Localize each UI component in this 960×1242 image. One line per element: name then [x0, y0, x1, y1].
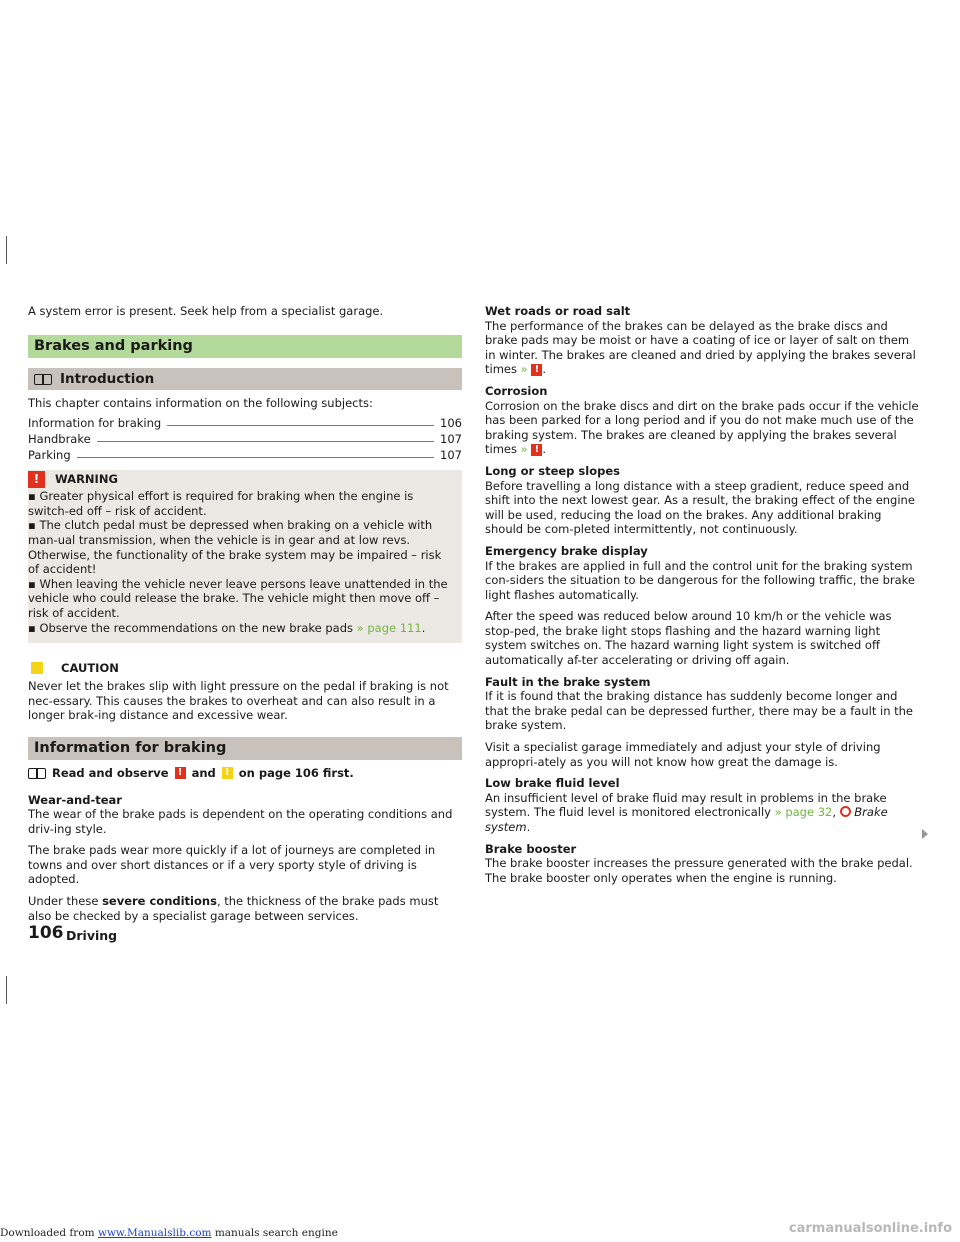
emergency-title: Emergency brake display	[485, 543, 648, 558]
text: , the thickness of the brake pads must also be checked by a specialist garage between services.	[28, 894, 439, 923]
book-icon	[34, 373, 52, 385]
toc-leader	[167, 425, 434, 426]
toc-list	[28, 414, 462, 462]
manualslib-link[interactable]: www.Manualslib.com	[97, 1227, 212, 1239]
continue-arrow-icon	[922, 829, 928, 839]
download-prefix: Downloaded from	[0, 1227, 95, 1239]
slopes-text: Before travelling a long distance with a steep gradient, reduce speed and shift into the next lowest gear. As a result, the braking effect of the engine will be used, reducing the load on the brakes. Any additional braking should be com-pleted intermittently, not continuously.	[485, 478, 915, 537]
right-column	[485, 304, 919, 892]
emergency-text: If the brakes are applied in full and the control unit for the braking system con-siders the situation to be dangerous for the following traffic, the brake light flashes automatically.	[485, 558, 915, 602]
warning-item: ▪ The clutch pedal must be depressed when braking on a vehicle with man-ual transmission, when the vehicle is in gear and at low revs. Otherwise, the functionality of the brake system may be impaired – risk of accident!	[28, 518, 442, 577]
wet-title: Wet roads or road salt	[485, 304, 631, 318]
corrosion-text: Corrosion on the brake discs and dirt on the brake pads occur if the vehicle has been parked for a long period and if you do not make much use of the braking system. The brakes are cleaned by applying the brakes several times » ! .	[485, 398, 919, 457]
booster-title: Brake booster	[485, 841, 577, 856]
toc-row[interactable]	[28, 446, 462, 462]
download-suffix: manuals search engine	[211, 1227, 338, 1239]
wear-title: Wear-and-tear	[28, 792, 122, 807]
caution-label: CAUTION	[61, 660, 119, 675]
warning-item: ▪ When leaving the vehicle never leave persons leave unattended in the vehicle who could release the brake. The vehicle might then move off – risk of accident.	[28, 576, 448, 620]
severe-text	[28, 894, 462, 923]
page-link[interactable]: » page 111	[356, 620, 422, 635]
warning-icon: !	[175, 767, 186, 779]
fluid-title: Low brake fluid level	[485, 776, 620, 791]
fault-text: If it is found that the braking distance has suddenly become longer and that the brake pedal can be depressed further, there may be a fault in the brake system.	[485, 689, 914, 733]
brake-warning-icon	[840, 806, 851, 817]
warning-icon: !	[531, 364, 542, 376]
book-icon	[28, 767, 46, 779]
warning-item-text: When leaving the vehicle never leave persons leave unattended in the vehicle who could release the brake. The vehicle might then move off – risk of accident.	[28, 576, 448, 620]
toc-page: 107	[440, 447, 462, 462]
warning-body	[28, 489, 454, 635]
toc-label: Information for braking	[28, 415, 162, 430]
toc-row[interactable]	[28, 414, 462, 430]
warning-item-text: Observe the recommendations on the new brake pads	[39, 620, 353, 635]
text: Under these	[28, 894, 99, 909]
wear-text-2: The brake pads wear more quickly if a lot of journeys are completed in towns and over short distances or if a very sporty style of driving is adopted.	[28, 843, 436, 887]
warning-box	[28, 470, 462, 643]
caution-icon	[31, 662, 43, 674]
download-header	[0, 1226, 338, 1241]
read-and: and	[191, 765, 216, 780]
system-error-text: A system error is present. Seek help from a specialist garage.	[28, 304, 384, 318]
wear-text: The wear of the brake pads is dependent on the operating conditions and driv-ing style.	[28, 807, 453, 836]
warning-header	[28, 470, 454, 488]
warning-item-text: The clutch pedal must be depressed when braking on a vehicle with man-ual transmission, when the vehicle is in gear and at low revs. Otherwise, the functionality of the brake system may be impaired – risk of accident!	[28, 518, 442, 577]
warning-item: ▪ Greater physical effort is required for braking when the engine is switch-ed off – risk of accident.	[28, 489, 414, 518]
ref-arrow[interactable]: »	[520, 362, 528, 377]
toc-label: Parking	[28, 447, 71, 462]
toc-page: 107	[440, 431, 462, 446]
toc-label: Handbrake	[28, 431, 91, 446]
ref-arrow[interactable]: »	[520, 442, 528, 457]
crop-mark-bottom	[6, 976, 7, 1004]
read-suffix: on page 106 first.	[238, 765, 354, 780]
toc-leader	[97, 441, 434, 442]
booster-text: The brake booster increases the pressure generated with the brake pedal. The brake booster only operates when the engine is running.	[485, 856, 913, 885]
warning-icon: !	[531, 444, 542, 456]
watermark: carmanualsonline.info	[788, 1221, 952, 1236]
toc-row[interactable]	[28, 430, 462, 446]
caution-text: Never let the brakes slip with light pressure on the pedal if braking is not nec-essary. This causes the brakes to overheat and can also result in a longer brak-ing distance and excessive wear.	[28, 679, 449, 723]
fluid-text: An insufficient level of brake fluid may result in problems in the brake system. The fluid level is monitored electronically » page 32, Brake system.	[485, 790, 888, 834]
warning-icon: !	[28, 471, 45, 488]
page-number: 106	[28, 923, 64, 943]
text: The performance of the brakes can be delayed as the brake discs and brake pads may be moist or have a coating of ice or layer of salt on them in winter. The brakes are cleaned and dried by applying the brakes several times	[485, 318, 916, 377]
warning-label: WARNING	[55, 471, 118, 486]
read-and-observe	[28, 766, 462, 781]
section-heading-info-braking: Information for braking	[28, 737, 462, 760]
intro-text: This chapter contains information on the following subjects:	[28, 395, 373, 410]
toc-leader	[77, 457, 434, 458]
left-column	[28, 304, 462, 930]
punctuation: .	[421, 620, 426, 635]
intro-title: Introduction	[60, 370, 155, 387]
warning-item: ▪ Observe the recommendations on the new brake pads » page 111.	[28, 620, 426, 635]
fault-text-2: Visit a specialist garage immediately and adjust your style of driving appropri-ately as you will not know how great the damage is.	[485, 740, 881, 769]
text: Corrosion on the brake discs and dirt on the brake pads occur if the vehicle has been parked for a long period and if you do not make much use of the braking system. The brakes are cleaned by applying the brakes several times	[485, 398, 919, 457]
chapter-name: Driving	[66, 928, 118, 943]
text: An insufficient level of brake fluid may result in problems in the brake system. The fluid level is monitored electronically	[485, 790, 887, 820]
fault-title: Fault in the brake system	[485, 674, 651, 689]
emergency-text-2: After the speed was reduced below around 10 km/h or the vehicle was stop-ped, the brake light stops flashing and the hazard warning light system switches on. The hazard warning light system is switched off automatically af-ter accelerating or driving off again.	[485, 609, 892, 668]
caution-header	[28, 659, 462, 677]
slopes-title: Long or steep slopes	[485, 463, 620, 478]
page-link[interactable]: » page 32	[774, 805, 833, 820]
crop-mark-top	[6, 236, 7, 264]
read-prefix: Read and observe	[52, 765, 169, 780]
wet-text: The performance of the brakes can be delayed as the brake discs and brake pads may be moist or have a coating of ice or layer of salt on them in winter. The brakes are cleaned and dried by applying the brakes several times » ! .	[485, 318, 916, 377]
corrosion-title: Corrosion	[485, 383, 548, 398]
warning-item-text: Greater physical effort is required for braking when the engine is switch-ed off – risk of accident.	[28, 489, 414, 518]
bold-text: severe conditions	[102, 894, 217, 909]
section-heading-brakes: Brakes and parking	[28, 335, 462, 358]
caution-icon: !	[222, 767, 233, 779]
intro-heading	[28, 368, 462, 390]
italic-text: Brake system	[485, 805, 888, 834]
toc-page: 106	[440, 415, 462, 430]
